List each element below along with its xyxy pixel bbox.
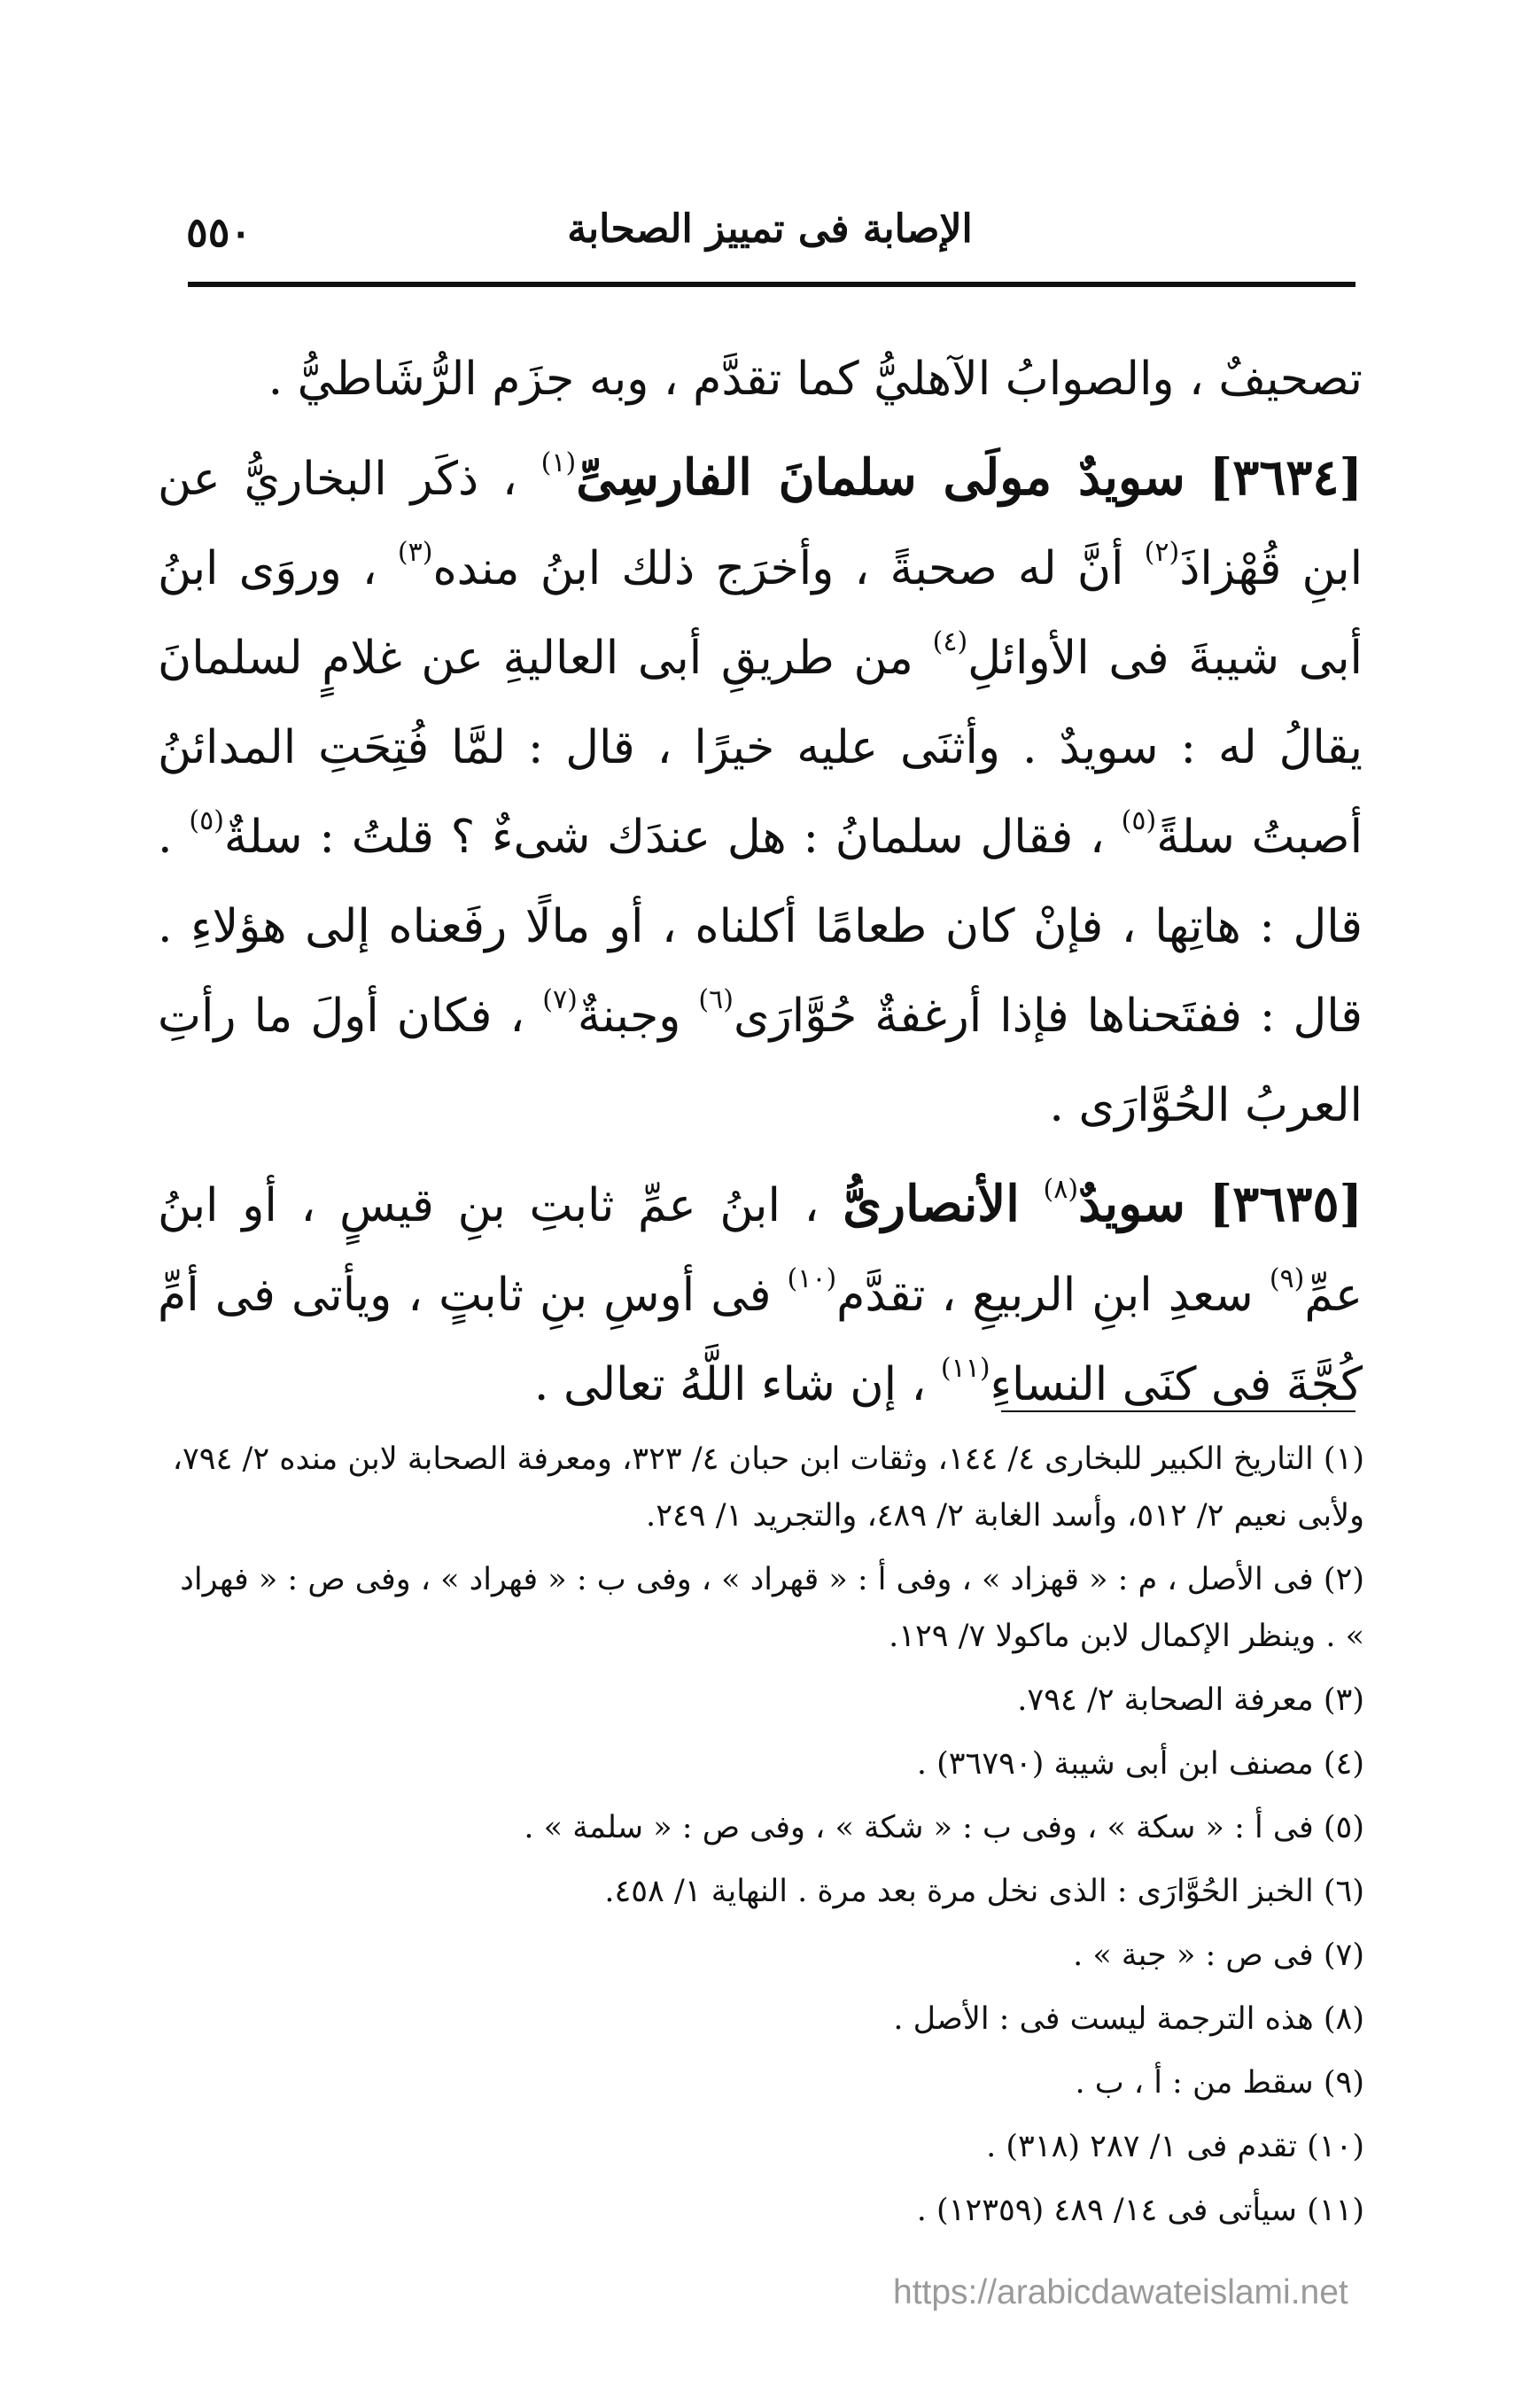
running-header	[186, 190, 1354, 270]
entry-3634	[158, 433, 1363, 1151]
header-rule	[188, 282, 1355, 287]
entry-text: ، فكان أولَ ما رأتِ العربُ الحُوَّارَى .	[158, 990, 1363, 1132]
footnote-2: (٢) فى الأصل ، م : « قهزاد » ، وفى أ : « قهراد » ، وفى ب : « فهراد » ، وفى ص : « فهراد » . وينظر الإكمال لابن ماكولا ٧/ ١٢٩.	[180, 1562, 1364, 1654]
continuation-paragraph: تصحيفٌ ، والصوابُ الآهليُّ كما تقدَّم ، وبه جزَم الرُّشَاطيُّ .	[268, 353, 1363, 406]
entry-3635	[158, 1160, 1363, 1430]
footnote-marker: (١٠)	[787, 1263, 837, 1294]
entry-text: . قال : هاتِها ، فإنْ كان طعامًا أكلناه ، أو مالًا رفَعناه إلى هؤلاءِ . قال : ففتَحناها فإذا أرغفةٌ حُوَّارَى	[158, 811, 1363, 1043]
entry-text: سعدِ ابنِ الربيعِ ، تقدَّم	[836, 1269, 1254, 1322]
entry-name: سويدٌ مولَى سلمانَ الفارسِىِّ	[576, 448, 1185, 507]
footnote-marker: (٦)	[698, 984, 734, 1015]
footnote-marker: (١)	[540, 447, 577, 478]
footnote-marker: (٥)	[189, 805, 224, 836]
footnotes	[158, 1431, 1364, 2246]
entry-name: سويدٌ	[1078, 1175, 1185, 1233]
footnote-8: (٨) هذه الترجمة ليست فى : الأصل .	[893, 2001, 1364, 2037]
entry-text: وجبنةٌ	[577, 990, 681, 1043]
footnote-4: (٤) مصنف ابن أبى شيبة (٣٦٧٩٠) .	[916, 1746, 1364, 1782]
book-title: الإصابة فى تمييز الصحابة	[567, 206, 973, 252]
entry-nisba: الأنصارىُّ	[843, 1175, 1020, 1233]
footnote-marker: (٣)	[397, 537, 433, 568]
footnote-5: (٥) فى أ : « سكة » ، وفى ب : « شكة » ، وفى ص : « سلمة » .	[524, 1810, 1364, 1845]
footnote-10: (١٠) تقدم فى ١/ ٢٨٧ (٣١٨) .	[986, 2129, 1364, 2164]
footnote-marker: (١١)	[940, 1353, 990, 1384]
entry-number: [٣٦٣٤]	[1208, 448, 1363, 507]
entry-text: ، وروَى ابنُ أبى شيبةَ فى الأوائلِ	[158, 542, 1363, 685]
footnote-3: (٣) معرفة الصحابة ٢/ ٧٩٤.	[1017, 1682, 1364, 1718]
entry-text: من طريقِ أبى العاليةِ عن غلامٍ لسلمانَ يقالُ له : سويدٌ . وأثنَى عليه خيرًا ، قال : لمَّا فُتِحَتِ المدائنُ أصبتُ سلةً	[158, 632, 1363, 864]
source-watermark: https://arabicdawateislami.net	[893, 2273, 1348, 2311]
entry-text: ، ذكَر البخاريُّ عن ابنِ قُهْزاذَ	[158, 453, 1363, 595]
footnote-marker: (٨)	[1043, 1174, 1079, 1205]
footnote-marker: (٧)	[542, 984, 578, 1015]
footnote-marker: (٢)	[1144, 537, 1180, 568]
entry-number: [٣٦٣٥]	[1208, 1175, 1363, 1233]
footnote-marker: (٥)	[1121, 805, 1157, 836]
page-number: ٥٥٠	[186, 208, 252, 256]
entry-text: ، ابنُ عمِّ ثابتِ بنِ قيسٍ ، أو ابنُ عمِّ	[158, 1179, 1363, 1322]
footnote-1: (١) التاريخ الكبير للبخارى ٤/ ١٤٤، وثقات ابن حبان ٤/ ٣٢٣، ومعرفة الصحابة لابن منده ٢/ ٧٩٤، ولأبى نعيم ٢/ ٥١٢، وأسد الغابة ٢/ ٤٨٩، والتجريد ١/ ٢٤٩.	[172, 1441, 1364, 1534]
footnote-7: (٧) فى ص : « جبة » .	[1073, 1938, 1364, 1973]
footnote-6: (٦) الخبز الحُوَّارَى : الذى نخل مرة بعد مرة . النهاية ١/ ٤٥٨.	[604, 1874, 1364, 1909]
footnote-marker: (٤)	[932, 626, 968, 657]
footnote-9: (٩) سقط من : أ ، ب .	[1075, 2065, 1364, 2101]
main-text	[158, 335, 1363, 1430]
entry-text: فى أوسِ بنِ ثابتٍ ، ويأتى فى أمِّ كُجَّةَ فى كنَى النساءِ	[158, 1269, 1363, 1411]
footnote-11: (١١) سيأتى فى ١٤/ ٤٨٩ (١٢٣٥٩) .	[916, 2193, 1364, 2228]
entry-text: ، إن شاء اللَّهُ تعالى .	[533, 1358, 927, 1411]
footnote-marker: (٩)	[1269, 1263, 1305, 1294]
entry-text: أنَّ له صحبةً ، وأخرَج ذلك ابنُ منده	[432, 542, 1124, 595]
footnote-rule	[1001, 1410, 1355, 1412]
entry-text: ، فقال سلمانُ : هل عندَك شىءٌ ؟ قلتُ : سلةٌ	[223, 811, 1105, 864]
